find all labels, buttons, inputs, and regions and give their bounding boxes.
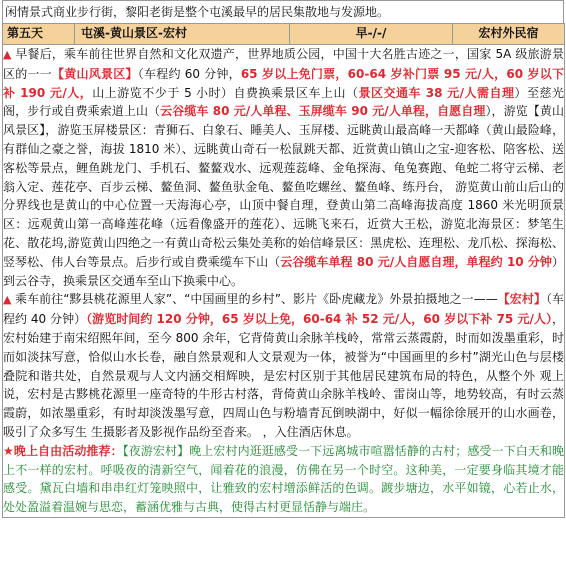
triangle-icon: ▲ (3, 48, 12, 61)
day-table (2, 23, 565, 518)
paragraph-night-tour (3, 442, 564, 517)
text-segment: ，宏村始建于南宋绍熙年间，至今 800 余年，它背倚黄山余脉羊栈岭，常常云蒸霞蔚，时而如泼墨重彩，时而如淡抹写意，恰似山水长卷，融自然景观和人文景观为一体，被誉为“中国画里的乡村”湖光山色与层楼叠院和谐共处，自然景观与人文内涵交相辉映，是宏村区别于其他居民建筑布局的特色，从整个外 观上说，宏村是古黟桃花源里一座奇特的牛形古村落，背倚黄山余脉羊栈岭、雷岗山等，地势较高，有时云蒸霞蔚，如浓墨重彩，有时却淡泼墨写意，四周山色与粉墙青瓦倒映湖中，好似一幅徐徐展开的山水画卷，吸引了众多写生 生摄影者及影视作品纷至沓来。 ，入住酒店休息。 (3, 312, 564, 439)
day-content (3, 45, 565, 518)
text-segment: 山上游览不少于 5 小时）自费换乘景区车上山（ (92, 85, 359, 100)
highlight-shuttle-price: 景区交通车 38 元/人需自理 (358, 85, 515, 100)
highlight-ticket-prices: 65 岁以上免门票，60-64 岁补门票 95 元/人，60 岁以下补 190 元/人， (3, 66, 564, 100)
route-label: 屯溪-黄山景区-宏村 (75, 24, 290, 45)
night-activity-label: 晚上自由活动推荐： (13, 443, 123, 458)
star-icon: ★ (3, 443, 14, 458)
meals-label: 早-/-/ (290, 24, 453, 45)
text-segment: 早餐后，乘车前往世界自然和文化双遗产，世界地质公园，中国十大名胜古迹之一，国家 5A 级旅游景区的一一 (3, 47, 564, 81)
triangle-icon: ▲ (3, 293, 12, 307)
itinerary-document (2, 0, 564, 518)
highlight-yungu-cable-car: 云谷缆车单程 80 元/人自愿自理，单程约 10 分钟 (280, 254, 552, 269)
intro-line: 闲情景式商业步行街，黎阳老街是整个屯溪最早的居民集散地与发源地。 (2, 0, 564, 23)
highlight-hongcun: 【宏村】 (497, 292, 546, 307)
text-segment: ），游览【黄山风景区】，游览玉屏楼景区：青狮石、白象石、睡美人、玉屏楼、远眺黄山最高峰一天都峰（黄山最险峰，有群仙之豪之誉，海拔 1810 米）、远眺黄山奇石一松鼠跳天都、近赏黄山镇山之宝-迎客松、陪客松、送客松等景点，鲤鱼跳龙门、手机石、鳌鳌戏水、远观莲蕊峰、金龟探海、龟兔赛跑、龟蛇二将守云梯、老翁入定、莲花亭、百步云梯、鳌鱼洞、鳌鱼驮金龟、鳌鱼吃螺丝、鳌鱼峰、练丹台， 游览黄山前山后山的分界线也是黄山的中心位置一天海海心亭，山顶中餐自理，登黄山第二高峰海拔高度 1860 米光明顶景区：远观黄山第一高峰莲花峰（远看像盛开的莲花）、远眺飞来石，近赏大王松，游览北海景区：梦笔生花、散花坞,游览黄山四绝之一有黄山奇松云集处美称的始信峰景区：黑虎松、连理松、龙爪松、探海松、竖琴松、伟人台等景点。后步行或自费乘缆车下山（ (3, 104, 564, 269)
day-label: 第五天 (3, 24, 75, 45)
lodging-label: 宏村外民宿 (453, 24, 565, 45)
text-segment: ）到云谷寺，换乘景区交通车至山下换乘中心。 (3, 254, 564, 288)
night-activity-text: 【夜游宏村】晚上宏村内逛逛感受一下远离城市喧嚣恬静的古村；感受一下白天和晚上不一样的宏村。呼吸夜的清新空气，闻着花的浪漫，仿佛在另一个时空。这种美，一定要身临其境才能感受。黛瓦白墙和串串红灯笼映照中，让雅致的宏村增添鲜活的色调。踱步塘边，水平如镜，心若止水，处处盈溢着温婉与思恋，蓄涵优雅与古典，使得古村更显恬静与端庄。 (3, 443, 564, 515)
paragraph-hongcun (3, 290, 564, 441)
highlight-hongcun-tickets: （游览时间约 120 分钟，65 岁以上免，60-64 补 52 元/人，60 岁以下补 75 元/人） (86, 312, 552, 327)
text-segment: （车程约 40 分钟） (3, 292, 564, 327)
text-segment: ）至慈光阁，步行或自费乘索道上山（ (3, 85, 564, 119)
day-content-row (3, 45, 565, 518)
highlight-huangshan: 【黄山风景区】 (51, 66, 138, 81)
highlight-cable-car-prices: 云谷缆车 80 元/人单程、玉屏缆车 90 元/人单程，自愿自理 (160, 104, 486, 119)
text-segment: （车程约 60 分钟， (137, 66, 241, 81)
text-segment: 乘车前往“黟县桃花源里人家”、“中国画里的乡村”、影片《卧虎藏龙》外景拍摄地之一—— (15, 292, 498, 307)
day-header-row (3, 24, 565, 45)
paragraph-huangshan (3, 45, 564, 290)
